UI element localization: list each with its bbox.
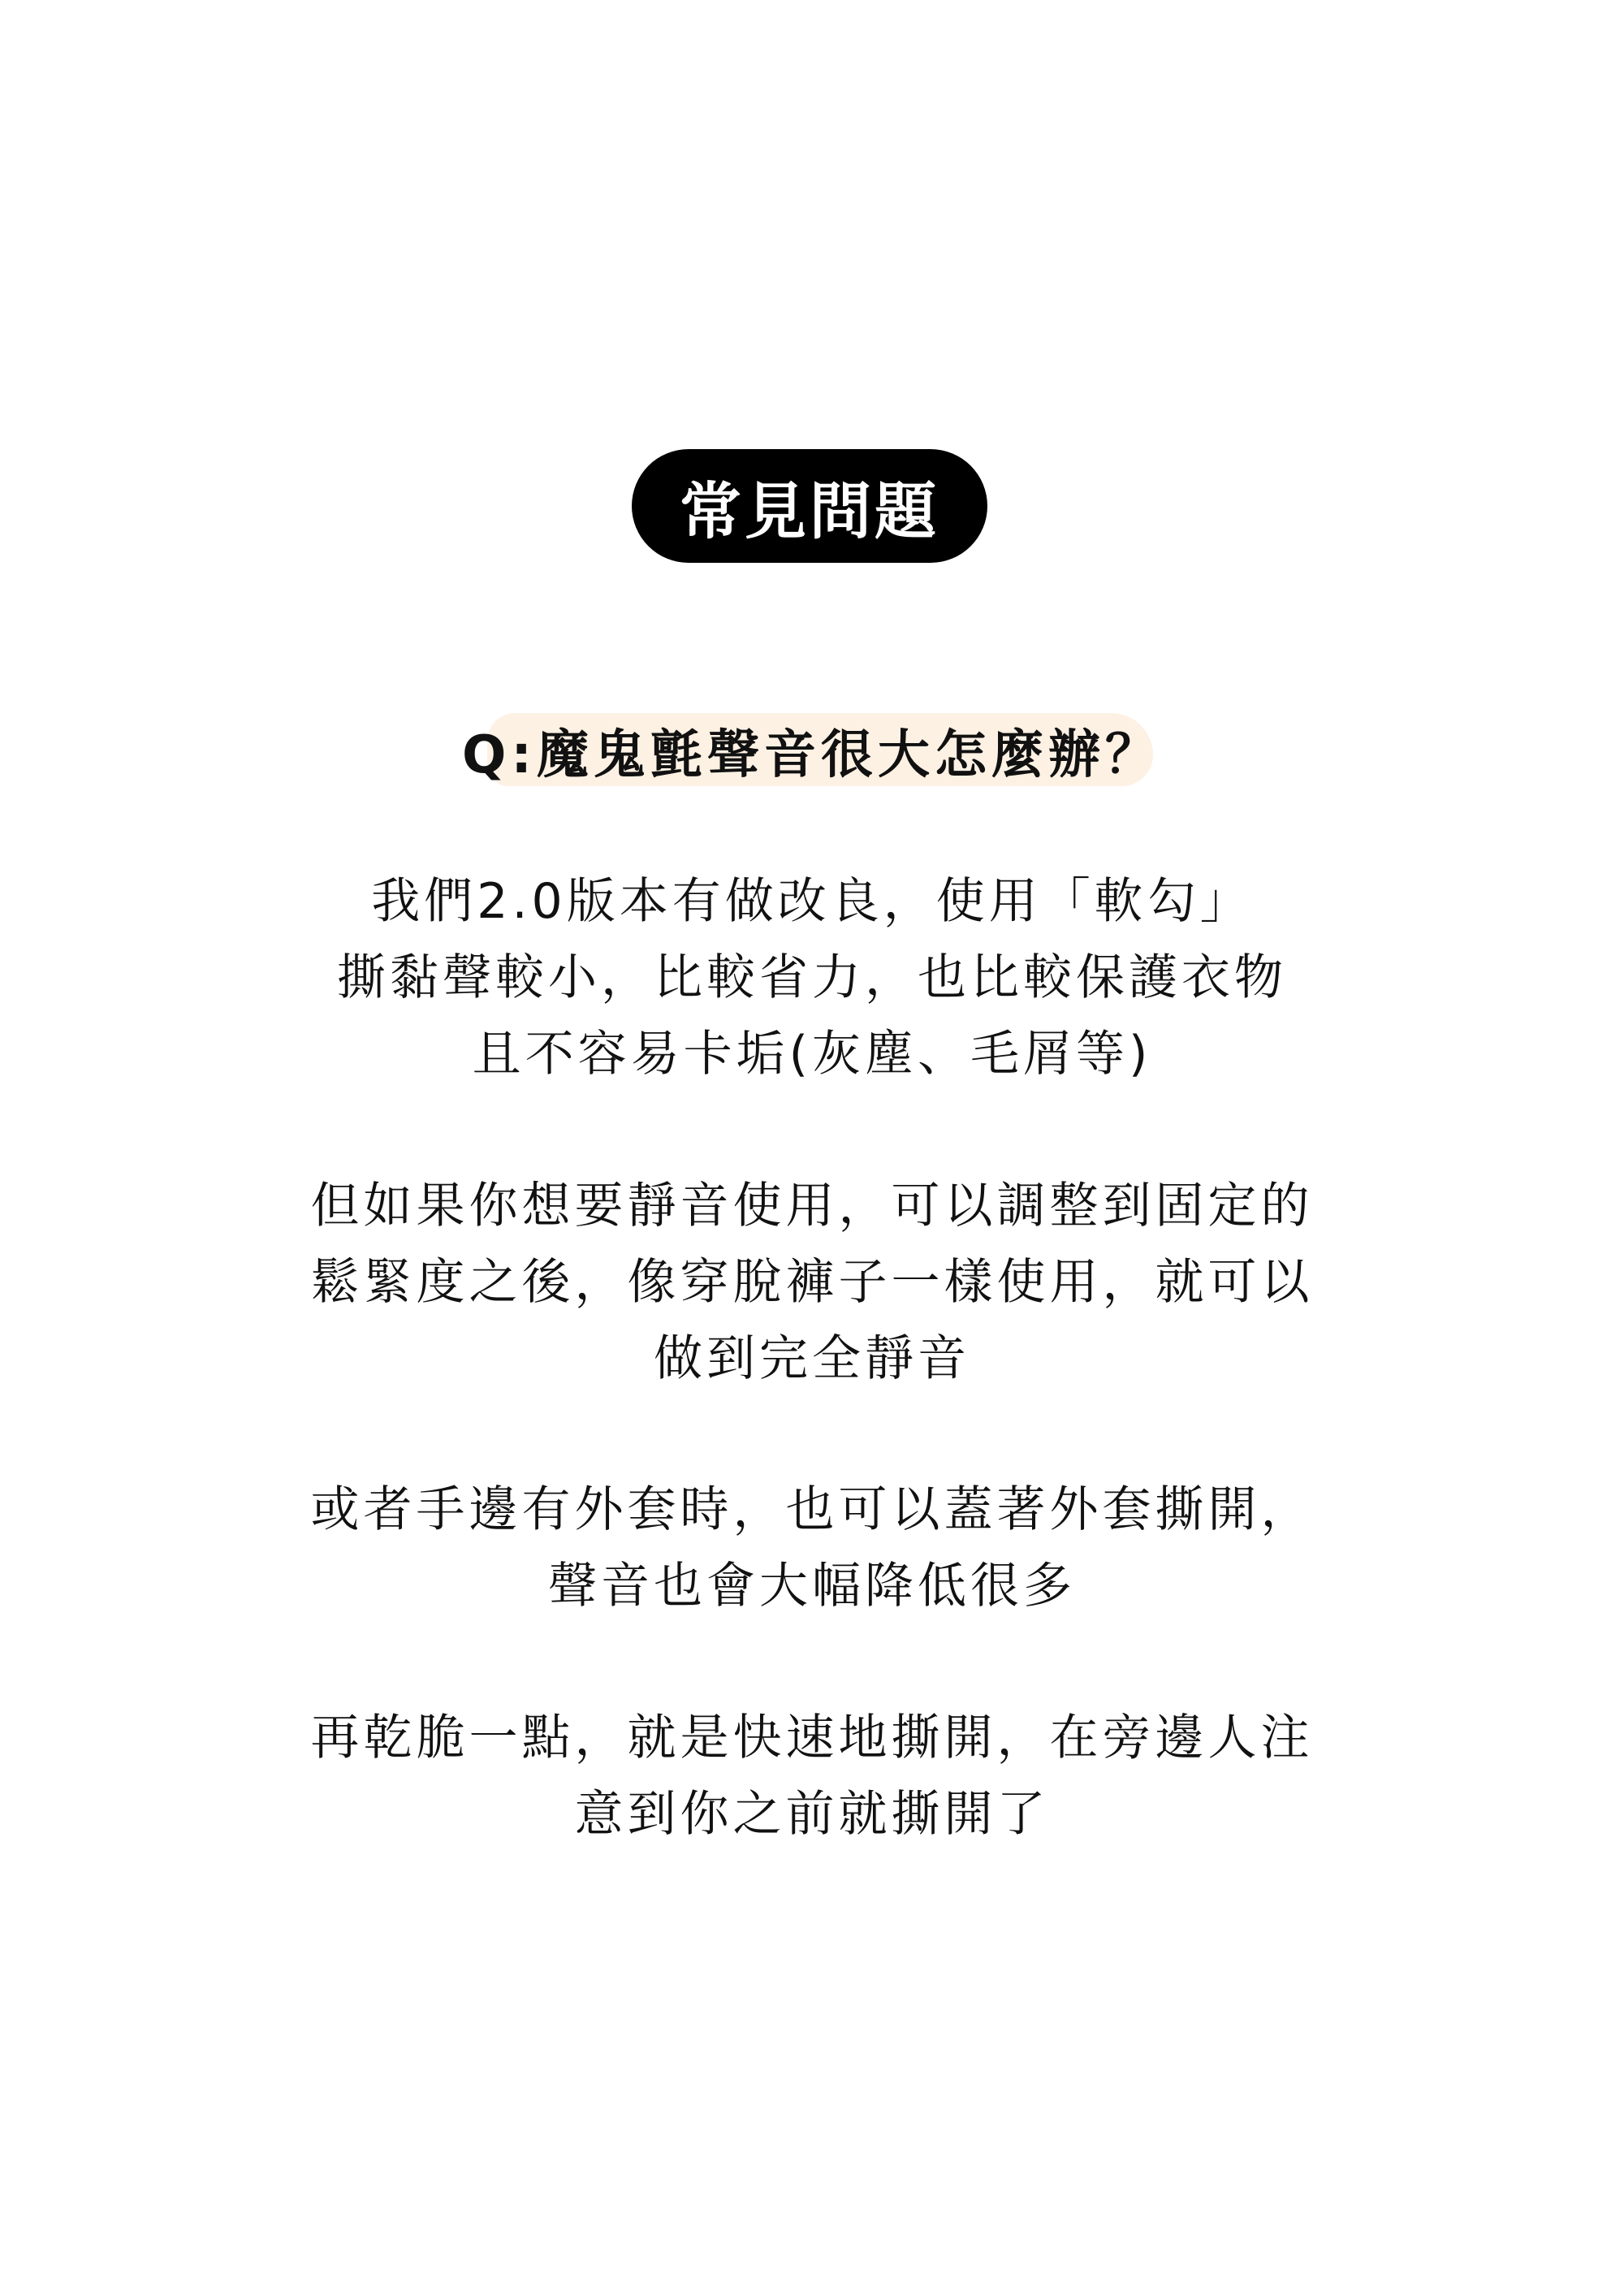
answer-line: 意到你之前就撕開了 [574,1786,1050,1843]
answer-line: 且不容易卡垢(灰塵、毛屑等) [472,1026,1152,1083]
answer-line: 聲音也會大幅降低很多 [548,1558,1076,1615]
answer-paragraph-3 [0,1472,1624,1624]
answer-paragraph-2 [0,1168,1624,1397]
answer-paragraph-4 [0,1700,1624,1852]
faq-title: 常見問題 [680,474,939,547]
faq-title-badge [632,449,987,563]
answer-line: 或者手邊有外套時，也可以蓋著外套撕開， [310,1481,1314,1538]
answer-line: 我們2.0版本有做改良，使用「軟勾」 [371,873,1253,930]
answer-line: 做到完全靜音 [654,1330,970,1387]
answer-line: 鬆緊度之後，像穿脫褲子一樣使用，就可以 [310,1254,1314,1311]
answer-line: 但如果你想要靜音使用，可以調整到固定的 [310,1178,1314,1234]
answer-paragraph-1 [0,863,1624,1092]
question-heading: Q:魔鬼氈聲音很大怎麼辦？ [462,725,1162,785]
answer-line: 再乾脆一點，就是快速地撕開，在旁邊人注 [310,1710,1314,1766]
answer-line: 撕黏聲較小，比較省力，也比較保護衣物 [337,949,1287,1006]
